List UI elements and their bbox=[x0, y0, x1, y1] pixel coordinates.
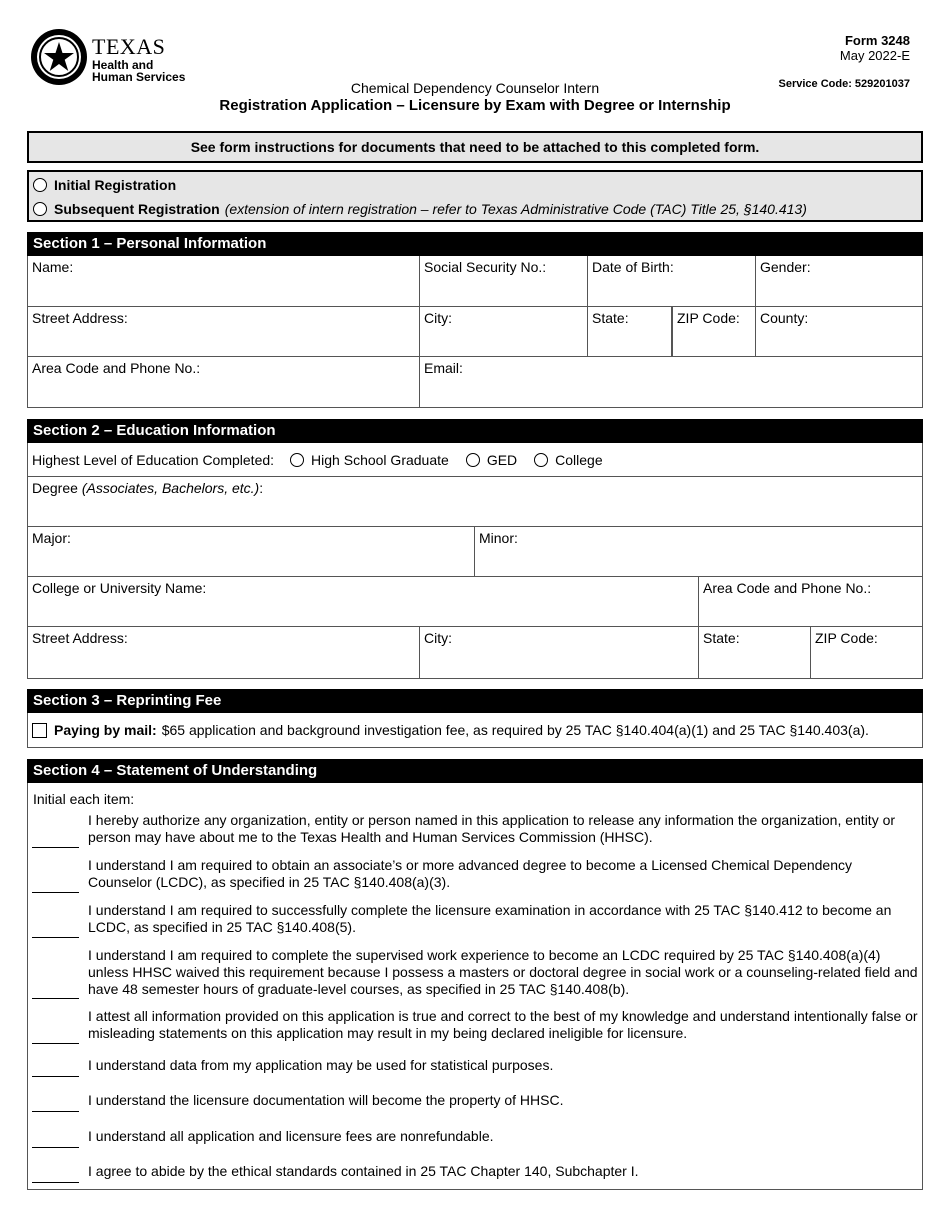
initial-blank[interactable] bbox=[32, 998, 79, 999]
section1-grid bbox=[27, 256, 923, 408]
zip-label: ZIP Code: bbox=[677, 310, 740, 326]
degree-note: (Associates, Bachelors, etc.) bbox=[81, 480, 260, 496]
education-level-label: Highest Level of Education Completed: bbox=[32, 451, 275, 468]
statement-item bbox=[28, 1089, 922, 1113]
minor-label: Minor: bbox=[479, 530, 518, 546]
street-address-label: Street Address: bbox=[32, 310, 128, 326]
statement-text: I understand I am required to obtain an associate’s or more advanced degree to become a Licensed Chemical Dependency Counselor (LCDC), as specified in 25 TAC §140.408(a)(3). bbox=[88, 857, 852, 890]
phone-label: Area Code and Phone No.: bbox=[32, 360, 201, 376]
college-name-field[interactable] bbox=[28, 577, 699, 627]
initial-blank[interactable] bbox=[32, 1147, 79, 1148]
paying-by-mail-text: $65 application and background investigation fee, as required by 25 TAC §140.404(a)(1) and 25 TAC §140.403(a). bbox=[161, 722, 869, 738]
section2-grid bbox=[27, 443, 923, 679]
city-field[interactable] bbox=[420, 307, 588, 357]
statement-item bbox=[28, 1008, 922, 1048]
dob-label: Date of Birth: bbox=[592, 259, 674, 275]
college-city-field[interactable] bbox=[420, 627, 699, 678]
gender-label: Gender: bbox=[760, 259, 811, 275]
hs-graduate-radio[interactable] bbox=[290, 453, 304, 467]
college-name-label: College or University Name: bbox=[32, 580, 207, 596]
section2-header: Section 2 – Education Information bbox=[27, 419, 923, 443]
ssn-field[interactable] bbox=[420, 256, 588, 307]
statement-text: I hereby authorize any organization, entity or person named in this application to release any information the organization, entity or person may have about me to the Texas Health and Human Services Commission (HHSC). bbox=[88, 812, 896, 845]
form-title-line1: Chemical Dependency Counselor Intern bbox=[350, 80, 600, 96]
college-zip-label: ZIP Code: bbox=[815, 630, 878, 646]
college-phone-label: Area Code and Phone No.: bbox=[703, 580, 872, 596]
initial-blank[interactable] bbox=[32, 847, 79, 848]
subsequent-registration-radio[interactable] bbox=[33, 202, 47, 216]
email-field[interactable] bbox=[420, 357, 922, 407]
college-label: College bbox=[555, 451, 603, 468]
college-radio[interactable] bbox=[534, 453, 548, 467]
zip-field[interactable] bbox=[672, 307, 756, 357]
college-zip-field[interactable] bbox=[811, 627, 922, 678]
statement-text: I understand the licensure documentation will become the property of HHSC. bbox=[88, 1092, 564, 1108]
statement-item bbox=[28, 812, 922, 852]
section3-header: Section 3 – Reprinting Fee bbox=[27, 689, 923, 713]
county-label: County: bbox=[760, 310, 809, 326]
section3-grid bbox=[27, 713, 923, 748]
degree-colon: : bbox=[259, 480, 264, 496]
paying-by-mail-label: Paying by mail: bbox=[54, 722, 157, 738]
college-city-label: City: bbox=[424, 630, 452, 646]
initial-blank[interactable] bbox=[32, 937, 79, 938]
college-state-label: State: bbox=[703, 630, 740, 646]
college-phone-field[interactable] bbox=[699, 577, 922, 627]
statement-text: I understand data from my application may be used for statistical purposes. bbox=[88, 1057, 554, 1073]
initial-blank[interactable] bbox=[32, 1076, 79, 1077]
dob-field[interactable] bbox=[588, 256, 756, 307]
form-title-line2: Registration Application – Licensure by Exam with Degree or Internship bbox=[219, 97, 731, 114]
initial-blank[interactable] bbox=[32, 1182, 79, 1183]
statement-item bbox=[28, 902, 922, 942]
county-field[interactable] bbox=[756, 307, 922, 357]
state-label: State: bbox=[592, 310, 629, 326]
logo-subtitle: Health and Human Services bbox=[92, 58, 186, 84]
service-code: Service Code: 529201037 bbox=[778, 78, 910, 90]
statement-text: I understand I am required to successfully complete the licensure examination in accordance with 25 TAC §140.412 to become an LCDC, as specified in 25 TAC §140.408(5). bbox=[88, 902, 892, 935]
degree-field[interactable] bbox=[28, 477, 922, 527]
initial-blank[interactable] bbox=[32, 1043, 79, 1044]
subsequent-registration-label: Subsequent Registration bbox=[54, 201, 220, 217]
statement-intro: Initial each item: bbox=[33, 791, 135, 807]
statement-item bbox=[28, 1125, 922, 1149]
section4-header: Section 4 – Statement of Understanding bbox=[27, 759, 923, 783]
ged-option[interactable] bbox=[466, 452, 517, 468]
subsequent-registration-note: (extension of intern registration – refer to Texas Administrative Code (TAC) Title 25, §140.413) bbox=[224, 201, 807, 217]
paying-by-mail-checkbox[interactable] bbox=[32, 723, 47, 738]
form-number: Form 3248 bbox=[844, 33, 910, 48]
statement-text: I understand all application and licensure fees are nonrefundable. bbox=[88, 1128, 494, 1144]
college-street-label: Street Address: bbox=[32, 630, 128, 646]
name-label: Name: bbox=[32, 259, 74, 275]
statement-item bbox=[28, 947, 922, 1002]
section1-header: Section 1 – Personal Information bbox=[27, 232, 923, 256]
college-option[interactable] bbox=[534, 452, 602, 468]
subsequent-registration-option[interactable] bbox=[33, 201, 807, 217]
statement-text: I attest all information provided on this application is true and correct to the best of my knowledge and understand intentionally false or misleading statements on this application may result in my being declared ineligible for licensure. bbox=[88, 1008, 918, 1041]
logo-texas-text: TEXAS bbox=[92, 34, 166, 59]
major-field[interactable] bbox=[28, 527, 475, 577]
attachment-notice: See form instructions for documents that need to be attached to this completed form. bbox=[27, 131, 923, 163]
paying-by-mail-option[interactable] bbox=[28, 713, 922, 747]
statement-item bbox=[28, 1160, 922, 1184]
initial-blank[interactable] bbox=[32, 892, 79, 893]
section4-grid bbox=[27, 783, 923, 1190]
phone-field[interactable] bbox=[28, 357, 420, 407]
texas-seal-icon bbox=[30, 28, 88, 86]
hs-graduate-label: High School Graduate bbox=[311, 451, 449, 468]
city-label: City: bbox=[424, 310, 452, 326]
initial-blank[interactable] bbox=[32, 1111, 79, 1112]
minor-field[interactable] bbox=[475, 527, 922, 577]
ged-radio[interactable] bbox=[466, 453, 480, 467]
statement-item bbox=[28, 857, 922, 897]
registration-type-box bbox=[27, 170, 923, 222]
statement-text: I understand I am required to complete the supervised work experience to become an LCDC required by 25 TAC §140.408(a)(4) unless HHSC waived this requirement because I possess a masters or doctoral degree in social work or a counseling-related field and have 48 semester hours of graduate-level courses, as specified in 25 TAC §140.408(b). bbox=[88, 947, 918, 997]
state-field[interactable] bbox=[588, 307, 672, 357]
hs-graduate-option[interactable] bbox=[290, 452, 449, 468]
statement-text: I agree to abide by the ethical standards contained in 25 TAC Chapter 140, Subchapter I. bbox=[88, 1163, 639, 1179]
statement-item bbox=[28, 1054, 922, 1078]
street-address-field[interactable] bbox=[28, 307, 420, 357]
initial-registration-label: Initial Registration bbox=[54, 177, 177, 193]
degree-label: Degree bbox=[32, 480, 78, 496]
initial-registration-radio[interactable] bbox=[33, 178, 47, 192]
name-field[interactable] bbox=[28, 256, 420, 307]
ged-label: GED bbox=[486, 451, 518, 468]
college-state-field[interactable] bbox=[699, 627, 811, 678]
email-label: Email: bbox=[424, 360, 463, 376]
major-label: Major: bbox=[32, 530, 71, 546]
gender-field[interactable] bbox=[756, 256, 922, 307]
college-street-field[interactable] bbox=[28, 627, 420, 678]
form-date: May 2022-E bbox=[839, 48, 910, 63]
ssn-label: Social Security No.: bbox=[424, 259, 547, 275]
initial-registration-option[interactable] bbox=[33, 177, 176, 193]
education-level-row bbox=[28, 443, 922, 477]
form-number-block bbox=[840, 33, 910, 63]
